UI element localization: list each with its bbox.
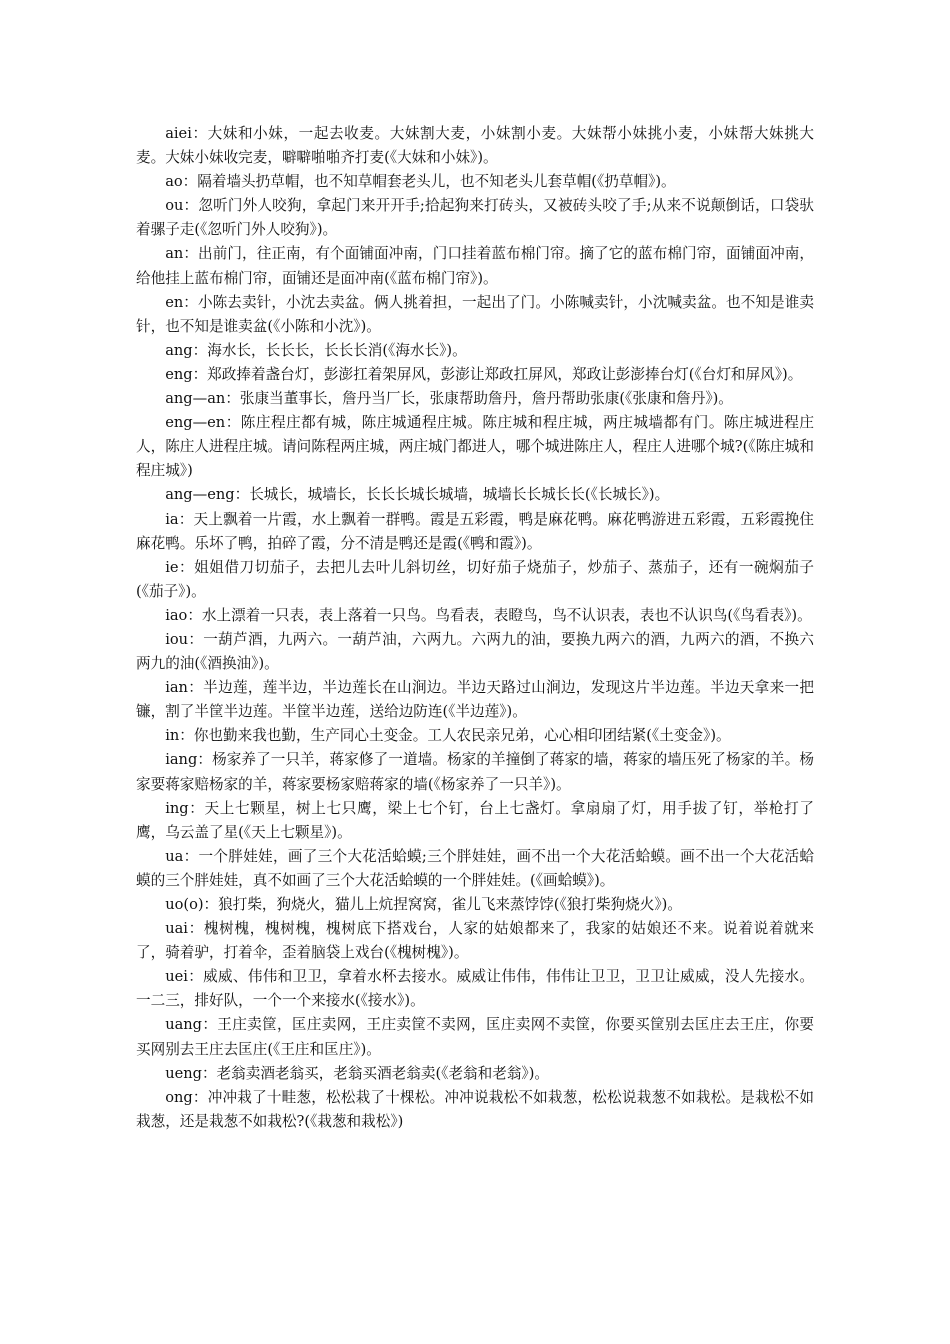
- paragraph-ong: ong：冲冲栽了十畦葱，松松栽了十棵松。冲冲说栽松不如栽葱，松松说栽葱不如栽松。是栽松不如栽葱，还是栽葱不如栽松?(《栽葱和栽松》): [136, 1088, 814, 1130]
- paragraph-eng-en: eng—en：陈庄程庄都有城，陈庄城通程庄城。陈庄城和程庄城，两庄城墙都有门。陈庄城进程庄人，陈庄人进程庄城。请问陈程两庄城，两庄城门都进人，哪个城进陈庄人，程庄人进哪个城?(《陈庄城和程庄城》): [136, 414, 814, 480]
- paragraph-ia: ia：天上飘着一片霞，水上飘着一群鸭。霞是五彩霞，鸭是麻花鸭。麻花鸭游进五彩霞，五彩霞挽住麻花鸭。乐坏了鸭，拍碎了霞，分不清是鸭还是霞(《鸭和霞》)。: [136, 510, 814, 552]
- paragraph-ian: ian：半边莲，莲半边，半边莲长在山涧边。半边天路过山涧边，发现这片半边莲。半边天拿来一把镰，割了半筐半边莲。半筐半边莲，送给边防连(《半边莲》)。: [136, 679, 814, 721]
- paragraph-ang-eng: ang—eng：长城长，城墙长，长长长城长城墙，城墙长长城长长(《长城长》)。: [165, 486, 670, 504]
- paragraph-in: in：你也勤来我也勤，生产同心土变金。工人农民亲兄弟，心心相印团结紧(《土变金》)。: [165, 727, 731, 745]
- paragraph-ang: ang：海水长，长长长，长长长消(《海水长》)。: [165, 341, 467, 359]
- paragraph-ua: ua：一个胖娃娃，画了三个大花活蛤蟆;三个胖娃娃，画不出一个大花活蛤蟆。画不出一个大花活蛤蟆的三个胖娃娃，真不如画了三个大花活蛤蟆的一个胖娃娃。(《画蛤蟆》)。: [136, 847, 814, 889]
- paragraph-ao: ao：隔着墙头扔草帽，也不知草帽套老头儿，也不知老头儿套草帽(《扔草帽》)。: [165, 173, 676, 191]
- paragraph-uai: uai：槐树槐，槐树槐，槐树底下搭戏台，人家的姑娘都来了，我家的姑娘还不来。说着说着就来了，骑着驴，打着伞，歪着脑袋上戏台(《槐树槐》)。: [136, 920, 814, 962]
- paragraph-uo: uo(o)：狼打柴，狗烧火，猫儿上炕捏窝窝，雀儿飞来蒸饽饽(《狼打柴狗烧火》)。: [165, 896, 682, 913]
- paragraph-ueng: ueng：老翁卖酒老翁买，老翁买酒老翁卖(《老翁和老翁》)。: [165, 1064, 550, 1082]
- paragraph-ang-an: ang—an：张康当董事长，詹丹当厂长，张康帮助詹丹，詹丹帮助张康(《张康和詹丹》)。: [165, 390, 733, 408]
- paragraph-iao: iao：水上漂着一只表，表上落着一只鸟。鸟看表，表瞪鸟，鸟不认识表，表也不认识鸟(《鸟看表》)。: [165, 606, 812, 624]
- paragraph-ie: ie：姐姐借刀切茄子，去把儿去叶儿斜切丝，切好茄子烧茄子，炒茄子、蒸茄子，还有一碗焖茄子(《茄子》)。: [136, 558, 814, 600]
- paragraph-iou: iou：一葫芦酒，九两六。一葫芦油，六两九。六两九的油，要换九两六的酒，九两六的酒，不换六两九的油(《酒换油》)。: [136, 630, 814, 673]
- paragraph-ing: ing：天上七颗星，树上七只鹰，梁上七个钉，台上七盏灯。拿扇扇了灯，用手拔了钉，举枪打了鹰，乌云盖了星(《天上七颗星》)。: [136, 799, 814, 841]
- paragraph-eng: eng：郑政捧着盏台灯，彭澎扛着架屏风，彭澎让郑政扛屏风，郑政让彭澎捧台灯(《台灯和屏风》)。: [165, 365, 803, 383]
- paragraph-an: an：出前门，往正南，有个面铺面冲南，门口挂着蓝布棉门帘。摘了它的蓝布棉门帘，面铺面冲南，给他挂上蓝布棉门帘，面铺还是面冲南(《蓝布棉门帘》)。: [136, 245, 814, 287]
- paragraph-aiei: aiei：大妹和小妹，一起去收麦。大妹割大麦，小妹割小麦。大妹帮小妹挑小麦，小妹帮大妹挑大麦。大妹小妹收完麦，噼噼啪啪齐打麦(《大妹和小妹》)。: [136, 125, 814, 167]
- paragraph-ou: ou：忽听门外人咬狗，拿起门来开开手;拾起狗来打砖头，又被砖头咬了手;从来不说颠倒话，口袋驮着骡子走(《忽听门外人咬狗》)。: [136, 197, 814, 239]
- paragraph-iang: iang：杨家养了一只羊，蒋家修了一道墙。杨家的羊撞倒了蒋家的墙，蒋家的墙压死了杨家的羊。杨家要蒋家赔杨家的羊，蒋家要杨家赔蒋家的墙(《杨家养了一只羊》)。: [136, 751, 814, 793]
- paragraph-uei: uei：威威、伟伟和卫卫，拿着水杯去接水。威威让伟伟，伟伟让卫卫，卫卫让威威，没人先接水。一二三，排好队，一个一个来接水(《接水》)。: [136, 968, 814, 1010]
- document-body: [136, 122, 814, 1134]
- paragraph-uang: uang：王庄卖筐，匡庄卖网，王庄卖筐不卖网，匡庄卖网不卖筐，你要买筐别去匡庄去王庄，你要买网别去王庄去匡庄(《王庄和匡庄》)。: [136, 1016, 814, 1058]
- paragraph-en: en：小陈去卖针，小沈去卖盆。俩人挑着担，一起出了门。小陈喊卖针，小沈喊卖盆。也不知是谁卖针，也不知是谁卖盆(《小陈和小沈》)。: [136, 293, 814, 335]
